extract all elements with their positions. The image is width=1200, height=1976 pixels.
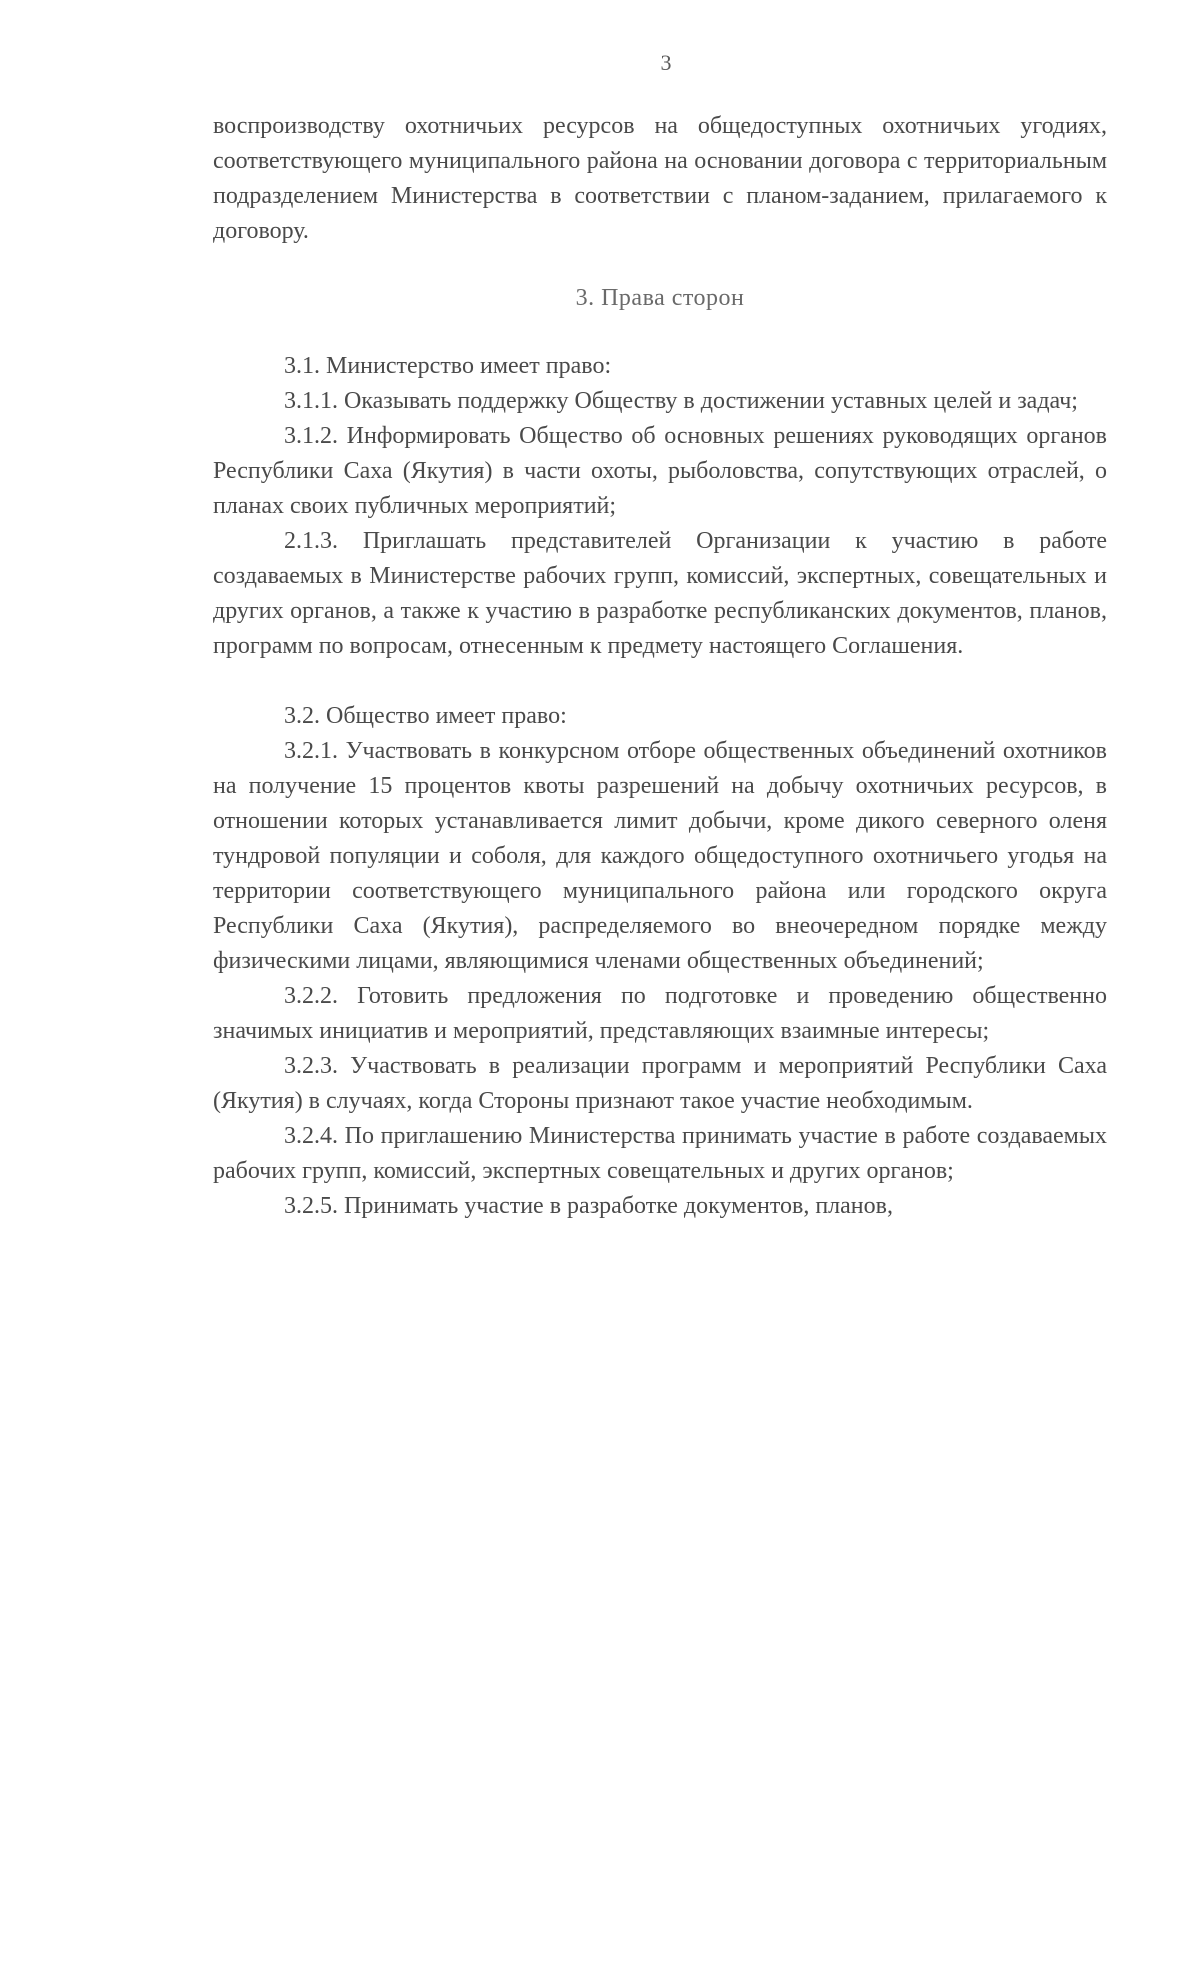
- page-number: 3: [660, 50, 672, 75]
- clause-3-1-1: 3.1.1. Оказывать поддержку Обществу в достижении уставных целей и задач;: [284, 388, 1078, 414]
- clause-3-2-5: 3.2.5. Принимать участие в разработке документов, планов,: [284, 1193, 893, 1219]
- clause-3-2-4: 3.2.4. По приглашению Министерства принимать участие в работе создаваемых рабочих групп, комиссий, экспертных совещательных и других органов;: [213, 1123, 1107, 1184]
- clause-3-2-1: 3.2.1. Участвовать в конкурсном отборе общественных объединений охотников на получение 15 процентов квоты разрешений на добычу охотничьих ресурсов, в отношении которых устанавливается лимит добычи, кроме дикого северного оленя тундровой популяции и соболя, для каждого общедоступного охотничьего угодья на территории соответствующего муниципального района или городского округа Республики Саха (Якутия), распределяемого во внеочередном порядке между физическими лицами, являющимися членами общественных объединений;: [213, 738, 1107, 974]
- intro-paragraph: воспроизводству охотничьих ресурсов на общедоступных охотничьих угодиях, соответствующего муниципального района на основании договора с территориальным подразделением Министерства в соответствии с планом-заданием, прилагаемого к договору.: [213, 113, 1107, 244]
- document-body: [213, 109, 1107, 1224]
- clause-3-1-2: 3.1.2. Информировать Общество об основных решениях руководящих органов Республики Саха (Якутия) в части охоты, рыболовства, сопутствующих отраслей, о планах своих публичных мероприятий;: [213, 423, 1107, 519]
- ministry-rights-heading: 3.1. Министерство имеет право:: [284, 353, 612, 379]
- section-gap: [213, 664, 1107, 699]
- society-rights-heading: 3.2. Общество имеет право:: [284, 703, 567, 729]
- section-title: 3. Права сторон: [575, 285, 745, 311]
- clause-3-2-3: 3.2.3. Участвовать в реализации программ и мероприятий Республики Саха (Якутия) в случаях, когда Стороны признают такое участие необходимым.: [213, 1053, 1107, 1114]
- clause-3-2-2: 3.2.2. Готовить предложения по подготовке и проведению общественно значимых инициатив и мероприятий, представляющих взаимные интересы;: [213, 983, 1107, 1044]
- clause-2-1-3: 2.1.3. Приглашать представителей Организации к участию в работе создаваемых в Министерстве рабочих групп, комиссий, экспертных, совещательных и других органов, а также к участию в разработке республиканских документов, планов, программ по вопросам, отнесенным к предмету настоящего Соглашения.: [213, 528, 1107, 659]
